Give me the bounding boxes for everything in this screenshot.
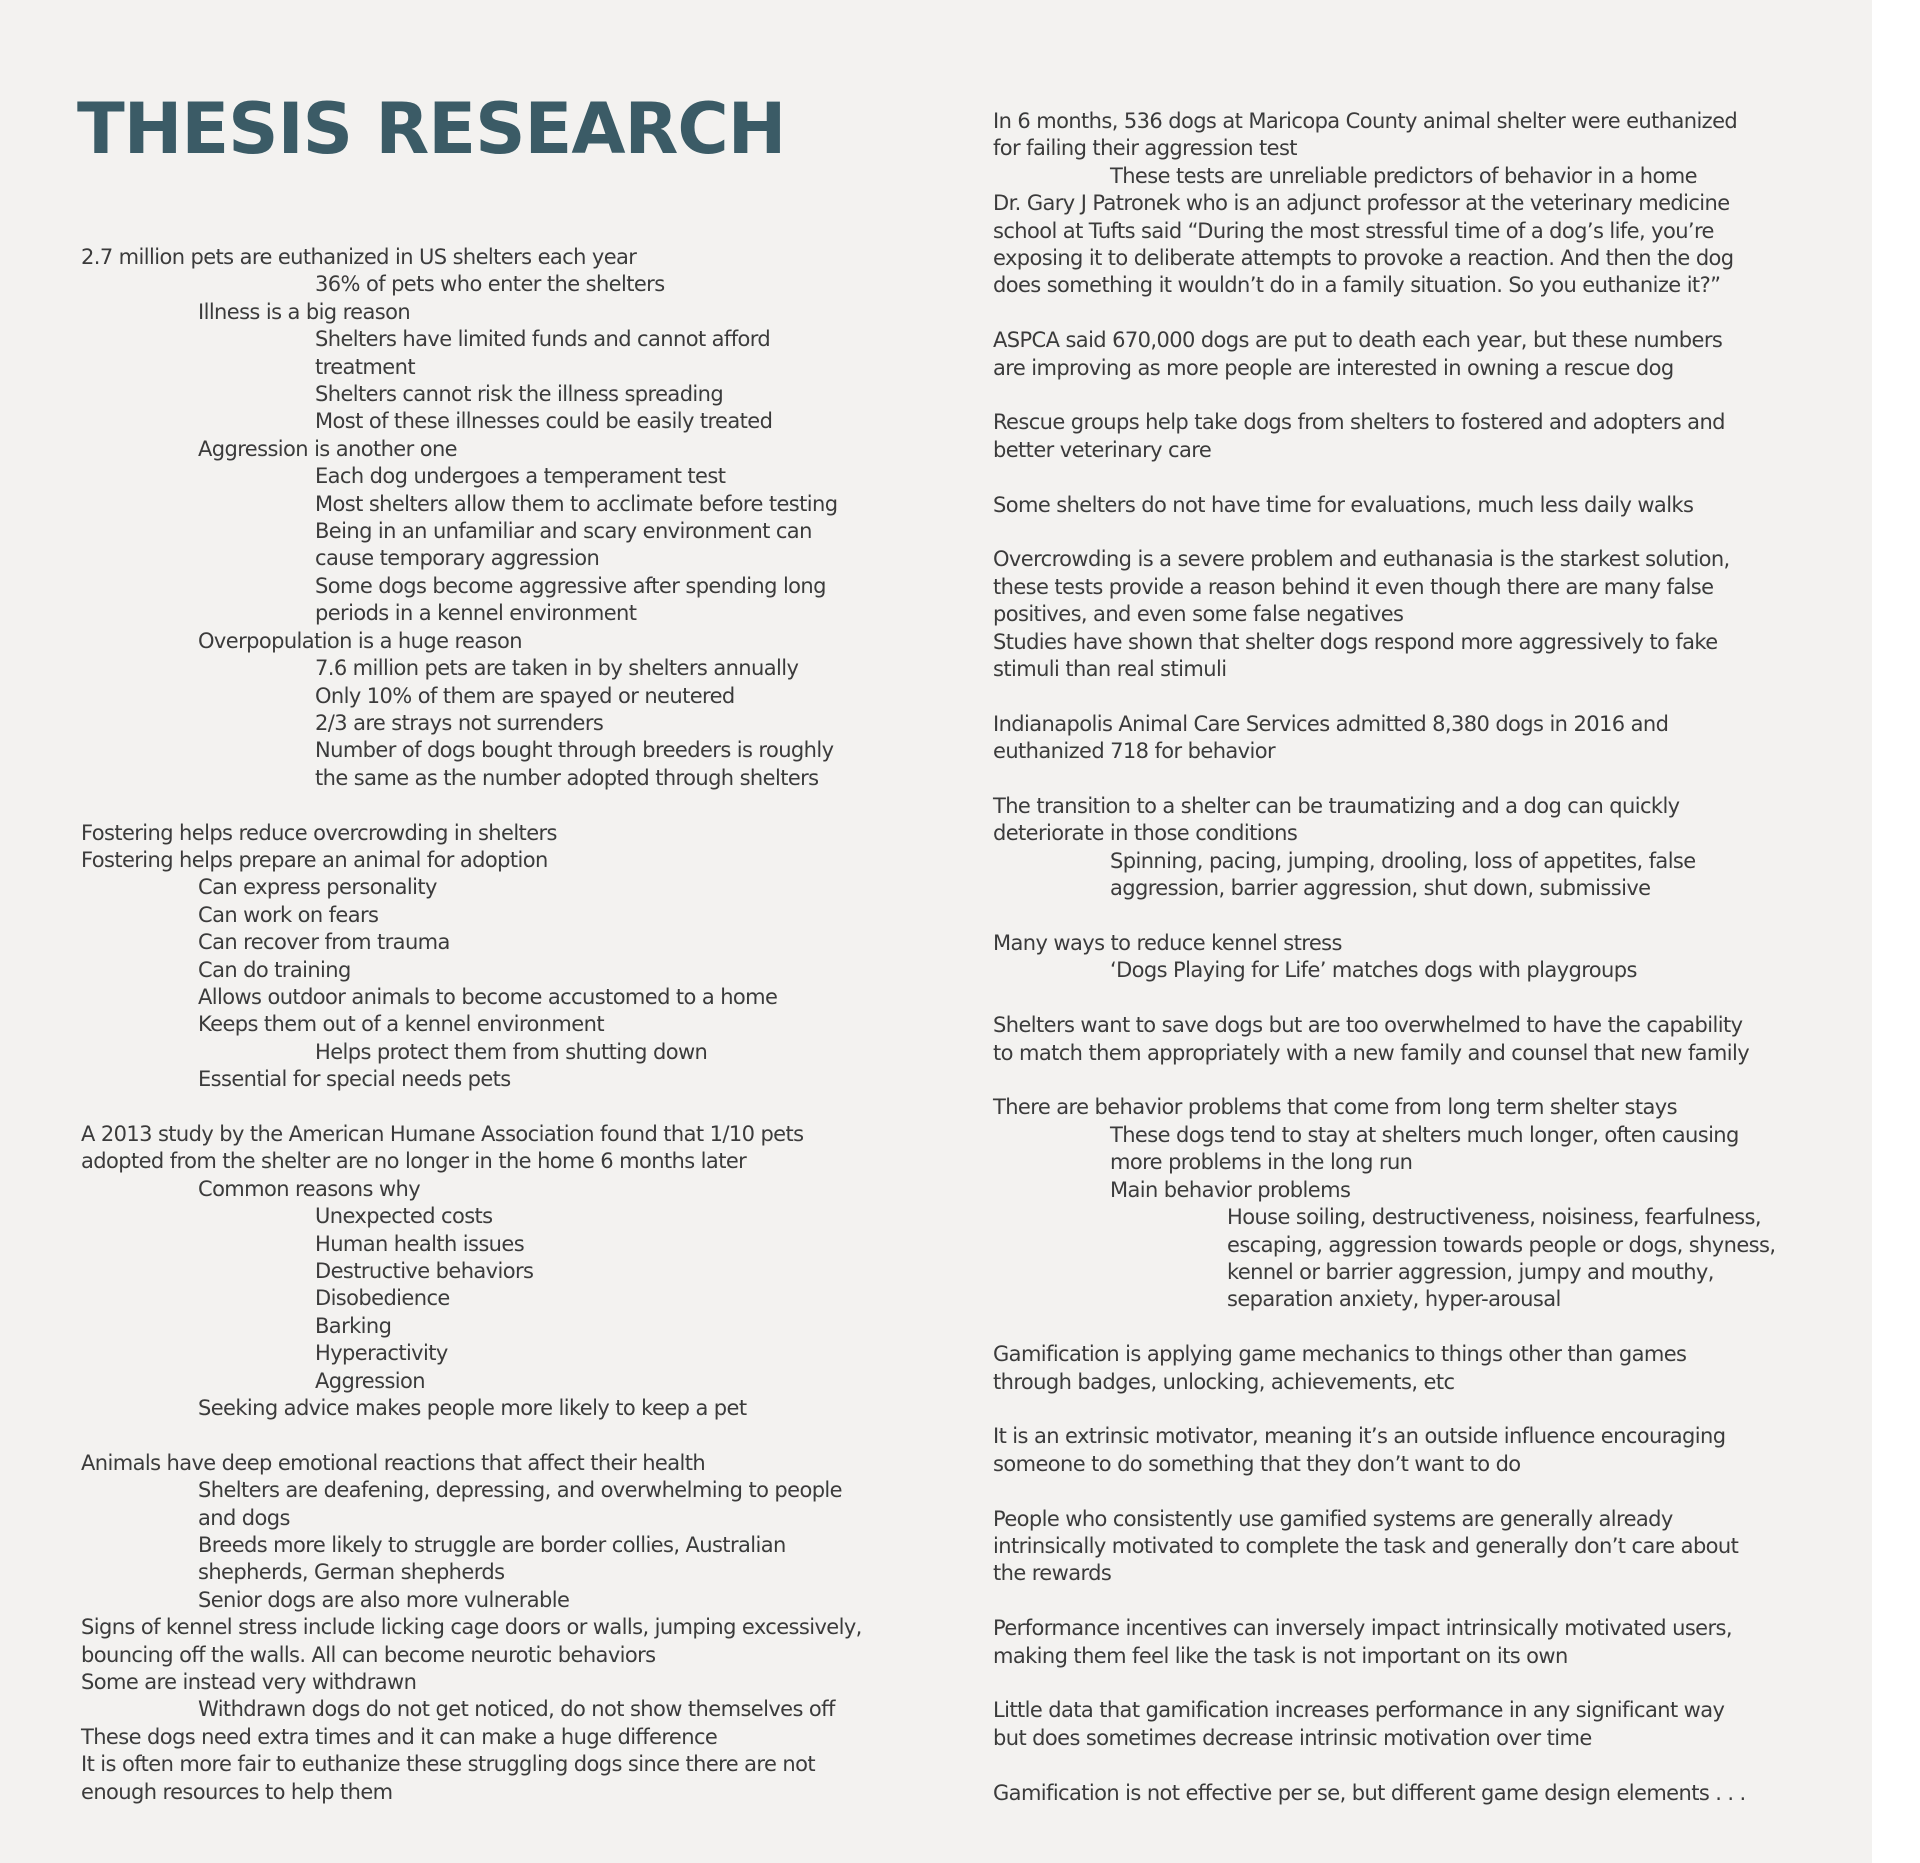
text-line: Animals have deep emotional reactions that affect their health bbox=[81, 1450, 706, 1475]
text-line: Only 10% of them are spayed or neutered bbox=[315, 683, 735, 708]
text-line: Disobedience bbox=[315, 1286, 450, 1311]
text-line: People who consistently use gamified systems are generally already bbox=[993, 1506, 1673, 1531]
text-line: the rewards bbox=[993, 1561, 1112, 1586]
text-line: Withdrawn dogs do not get noticed, do not show themselves off bbox=[198, 1697, 835, 1722]
text-line: Some dogs become aggressive after spending long bbox=[315, 573, 826, 598]
text-line: exposing it to deliberate attempts to provoke a reaction. And then the dog bbox=[993, 246, 1734, 271]
text-line: better veterinary care bbox=[993, 437, 1212, 462]
text-line: euthanized 718 for behavior bbox=[993, 739, 1276, 764]
page-title: THESIS RESEARCH bbox=[77, 88, 786, 170]
text-line: Rescue groups help take dogs from shelters to fostered and adopters and bbox=[993, 410, 1725, 435]
text-line: Illness is a big reason bbox=[198, 299, 411, 324]
text-line: Shelters cannot risk the illness spreading bbox=[315, 382, 724, 407]
text-line: Hyperactivity bbox=[315, 1341, 448, 1366]
text-line: 2/3 are strays not surrenders bbox=[315, 710, 604, 735]
text-line: stimuli than real stimuli bbox=[993, 657, 1227, 682]
text-line: Helps protect them from shutting down bbox=[315, 1039, 708, 1064]
text-line: Fostering helps prepare an animal for adoption bbox=[81, 847, 548, 872]
text-line: Shelters are deafening, depressing, and overwhelming to people bbox=[198, 1478, 842, 1503]
text-line: positives, and even some false negatives bbox=[993, 602, 1404, 627]
text-line: for failing their aggression test bbox=[993, 136, 1297, 161]
text-line: does something it wouldn’t do in a family situation. So you euthanize it?” bbox=[993, 273, 1721, 298]
text-line: the same as the number adopted through shelters bbox=[315, 765, 819, 790]
text-line: Studies have shown that shelter dogs respond more aggressively to fake bbox=[993, 629, 1718, 654]
text-line: enough resources to help them bbox=[81, 1779, 393, 1804]
text-line: aggression, barrier aggression, shut down, submissive bbox=[1110, 876, 1651, 901]
text-line: kennel or barrier aggression, jumpy and mouthy, bbox=[1227, 1259, 1714, 1284]
text-line: Can do training bbox=[198, 957, 351, 982]
text-line: Little data that gamification increases performance in any significant way bbox=[993, 1698, 1725, 1723]
paragraph-spacer bbox=[993, 766, 1823, 793]
text-line: In 6 months, 536 dogs at Maricopa County animal shelter were euthanized bbox=[993, 109, 1738, 133]
text-line: intrinsically motivated to complete the task and generally don’t care about bbox=[993, 1533, 1739, 1558]
text-line: 7.6 million pets are taken in by shelters annually bbox=[315, 656, 799, 681]
text-line: Breeds more likely to struggle are border collies, Australian bbox=[198, 1533, 786, 1558]
text-line: Signs of kennel stress include licking cage doors or walls, jumping excessively, bbox=[81, 1615, 862, 1640]
text-line: and dogs bbox=[198, 1505, 290, 1530]
text-line: ‘Dogs Playing for Life’ matches dogs with playgroups bbox=[1110, 958, 1637, 983]
text-line: periods in a kennel environment bbox=[315, 601, 637, 626]
text-line: more problems in the long run bbox=[1110, 1150, 1413, 1175]
paragraph-spacer bbox=[993, 1752, 1823, 1779]
text-line: to match them appropriately with a new family and counsel that new family bbox=[993, 1040, 1750, 1065]
text-line: Main behavior problems bbox=[1110, 1177, 1351, 1202]
text-line: It is an extrinsic motivator, meaning it’s an outside influence encouraging bbox=[993, 1424, 1726, 1449]
text-line: Aggression bbox=[315, 1368, 425, 1393]
text-line: Some shelters do not have time for evaluations, much less daily walks bbox=[993, 492, 1694, 517]
text-line: Can express personality bbox=[198, 875, 437, 900]
text-line: school at Tufts said “During the most stressful time of a dog’s life, you’re bbox=[993, 218, 1714, 243]
text-line: Shelters want to save dogs but are too overwhelmed to have the capability bbox=[993, 1013, 1743, 1038]
text-line: bouncing off the walls. All can become neurotic behaviors bbox=[81, 1642, 656, 1667]
text-line: Some are instead very withdrawn bbox=[81, 1670, 417, 1695]
text-line: Common reasons why bbox=[198, 1176, 421, 1201]
text-line: Can work on fears bbox=[198, 902, 379, 927]
text-line: These tests are unreliable predictors of behavior in a home bbox=[1110, 163, 1697, 188]
paragraph-spacer bbox=[993, 903, 1823, 930]
text-line: Number of dogs bought through breeders is roughly bbox=[315, 738, 834, 763]
paragraph-spacer bbox=[81, 1422, 911, 1449]
text-line: shepherds, German shepherds bbox=[198, 1560, 505, 1585]
text-line: Shelters have limited funds and cannot afford bbox=[315, 327, 771, 352]
text-line: Seeking advice makes people more likely to keep a pet bbox=[198, 1396, 747, 1421]
text-line: Allows outdoor animals to become accustomed to a home bbox=[198, 984, 778, 1009]
paragraph-spacer bbox=[993, 519, 1823, 546]
text-line: someone to do something that they don’t want to do bbox=[993, 1451, 1521, 1476]
paragraph-spacer bbox=[81, 792, 911, 819]
paragraph-spacer bbox=[993, 300, 1823, 327]
text-line: escaping, aggression towards people or dogs, shyness, bbox=[1227, 1232, 1776, 1257]
text-line: are improving as more people are interested in owning a rescue dog bbox=[993, 355, 1674, 380]
text-line: Human health issues bbox=[315, 1231, 525, 1256]
text-line: through badges, unlocking, achievements, etc bbox=[993, 1369, 1455, 1394]
text-line: Barking bbox=[315, 1313, 392, 1338]
text-line: Dr. Gary J Patronek who is an adjunct professor at the veterinary medicine bbox=[993, 191, 1730, 216]
right-column bbox=[993, 108, 1823, 1807]
text-line: Overpopulation is a huge reason bbox=[198, 628, 522, 653]
text-line: but does sometimes decrease intrinsic motivation over time bbox=[993, 1725, 1592, 1750]
paragraph-spacer bbox=[993, 1670, 1823, 1697]
paragraph-spacer bbox=[993, 1478, 1823, 1505]
text-line: treatment bbox=[315, 354, 415, 379]
text-line: 2.7 million pets are euthanized in US shelters each year bbox=[81, 245, 637, 269]
paragraph-spacer bbox=[993, 1314, 1823, 1341]
text-line: A 2013 study by the American Humane Association found that 1/10 pets bbox=[81, 1121, 804, 1146]
text-line: Most shelters allow them to acclimate before testing bbox=[315, 491, 838, 516]
text-line: deteriorate in those conditions bbox=[993, 821, 1298, 846]
text-line: these tests provide a reason behind it even though there are many false bbox=[993, 574, 1714, 599]
paragraph-spacer bbox=[993, 985, 1823, 1012]
text-line: 36% of pets who enter the shelters bbox=[315, 272, 665, 297]
text-line: Many ways to reduce kennel stress bbox=[993, 931, 1342, 956]
text-line: It is often more fair to euthanize these struggling dogs since there are not bbox=[81, 1752, 815, 1777]
text-line: Fostering helps reduce overcrowding in shelters bbox=[81, 820, 557, 845]
text-line: Destructive behaviors bbox=[315, 1259, 534, 1283]
text-line: There are behavior problems that come from long term shelter stays bbox=[993, 1095, 1677, 1120]
paragraph-spacer bbox=[993, 1396, 1823, 1423]
text-line: Essential for special needs pets bbox=[198, 1067, 511, 1092]
text-line: making them feel like the task is not important on its own bbox=[993, 1643, 1568, 1668]
paragraph-spacer bbox=[993, 683, 1823, 710]
paragraph-spacer bbox=[993, 1588, 1823, 1615]
text-line: Spinning, pacing, jumping, drooling, loss of appetites, false bbox=[1110, 848, 1696, 873]
text-line: Indianapolis Animal Care Services admitted 8,380 dogs in 2016 and bbox=[993, 711, 1669, 736]
text-line: House soiling, destructiveness, noisiness, fearfulness, bbox=[1227, 1205, 1761, 1230]
text-line: Overcrowding is a severe problem and euthanasia is the starkest solution, bbox=[993, 547, 1730, 572]
text-line: adopted from the shelter are no longer in the home 6 months later bbox=[81, 1149, 747, 1174]
text-line: separation anxiety, hyper-arousal bbox=[1227, 1287, 1561, 1312]
paragraph-spacer bbox=[993, 464, 1823, 491]
text-line: Keeps them out of a kennel environment bbox=[198, 1012, 604, 1037]
text-line: These dogs need extra times and it can make a huge difference bbox=[81, 1724, 718, 1749]
text-line: Being in an unfamiliar and scary environment can bbox=[315, 519, 812, 544]
text-line: Senior dogs are also more vulnerable bbox=[198, 1587, 570, 1612]
text-line: Most of these illnesses could be easily treated bbox=[315, 409, 773, 434]
text-line: Each dog undergoes a temperament test bbox=[315, 464, 726, 489]
text-line: cause temporary aggression bbox=[315, 546, 600, 571]
text-line: Can recover from trauma bbox=[198, 930, 450, 955]
paragraph-spacer bbox=[81, 1094, 911, 1121]
text-line: Gamification is not effective per se, but different game design elements . . . bbox=[993, 1780, 1746, 1805]
text-line: ASPCA said 670,000 dogs are put to death each year, but these numbers bbox=[993, 328, 1723, 353]
text-line: Aggression is another one bbox=[198, 436, 457, 461]
text-line: These dogs tend to stay at shelters much longer, often causing bbox=[1110, 1122, 1739, 1147]
text-line: The transition to a shelter can be traumatizing and a dog can quickly bbox=[993, 794, 1680, 819]
text-line: Unexpected costs bbox=[315, 1204, 493, 1229]
left-column bbox=[81, 244, 911, 1806]
text-line: Gamification is applying game mechanics to things other than games bbox=[993, 1342, 1687, 1367]
text-line: Performance incentives can inversely impact intrinsically motivated users, bbox=[993, 1616, 1732, 1641]
paragraph-spacer bbox=[993, 382, 1823, 409]
paragraph-spacer bbox=[993, 1067, 1823, 1094]
